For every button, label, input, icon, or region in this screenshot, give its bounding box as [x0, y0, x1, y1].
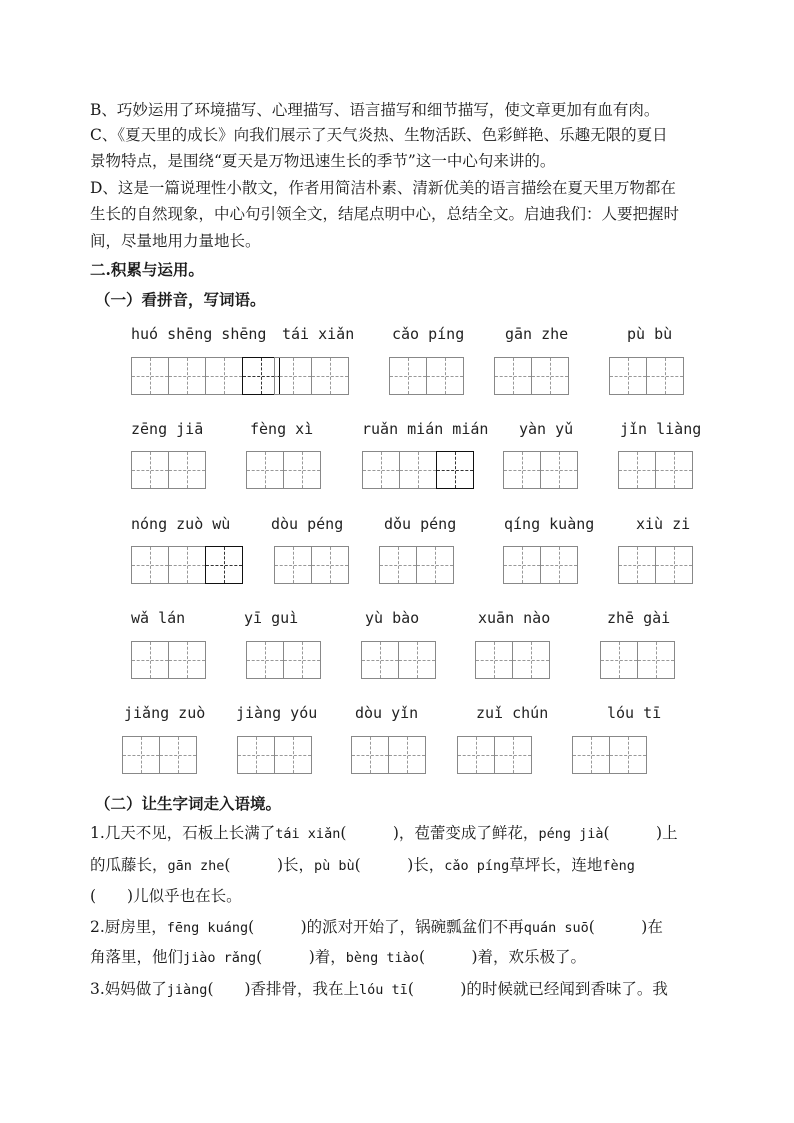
pinyin-label: tái xiǎn [282, 325, 355, 343]
pinyin-hint: pù bù [314, 858, 355, 874]
writing-grid[interactable] [362, 451, 474, 489]
pinyin-label: fèng xì [250, 420, 314, 438]
writing-grid[interactable] [246, 451, 321, 489]
pinyin-label: pù bù [627, 325, 673, 343]
pinyin-hint: fèng [602, 858, 635, 874]
pinyin-label: yù bào [365, 609, 420, 627]
option-b: B、巧妙运用了环境描写、心理描写、语言描写和细节描写，使文章更加有血有肉。 [90, 101, 660, 119]
pinyin-hint: cǎo píng [444, 858, 510, 874]
writing-grid[interactable] [131, 641, 206, 679]
pinyin-hint: gān zhe [167, 858, 225, 874]
question-2-line1: 2.厨房里，fēng kuáng( )的派对开始了，锅碗瓢盆们不再quán suō( )在 [90, 918, 663, 936]
pinyin-label: dǒu péng [384, 515, 457, 533]
part-1-title: （一）看拼音，写词语。 [95, 290, 266, 309]
writing-grid[interactable] [237, 736, 312, 774]
option-d-line2: 生长的自然现象，中心句引领全文，结尾点明中心，总结全文。启迪我们：人要把握时 [90, 205, 680, 223]
question-1-line2: 的瓜藤长，gān zhe( )长，pù bù( )长，cǎo píng草坪长，连地fèng [90, 856, 635, 874]
writing-grid[interactable] [457, 736, 532, 774]
writing-grid[interactable] [274, 357, 349, 395]
writing-grid[interactable] [503, 451, 578, 489]
pinyin-label: yī guì [244, 609, 299, 627]
pinyin-label: nóng zuò wù [131, 515, 231, 533]
section-2-title: 二.积累与运用。 [90, 260, 204, 279]
pinyin-hint: jiàng [166, 982, 208, 998]
question-1-line3: ( )儿似乎也在长。 [90, 887, 242, 905]
writing-grid[interactable] [600, 641, 675, 679]
pinyin-label: lóu tī [607, 704, 662, 722]
pinyin-hint: jiào rǎng [183, 950, 257, 966]
pinyin-label: dòu péng [271, 515, 344, 533]
option-c-line2: 景物特点，是围绕“夏天是万物迅速生长的季节”这一中心句来讲的。 [90, 152, 556, 170]
writing-grid[interactable] [131, 546, 243, 584]
pinyin-hint: fēng kuáng [166, 920, 249, 936]
writing-grid[interactable] [246, 641, 321, 679]
pinyin-hint: quán suō [523, 920, 589, 936]
question-3-line1: 3.妈妈做了jiàng( )香排骨，我在上lóu tī( )的时候就已经闻到香味了。我 [90, 980, 668, 998]
pinyin-hint: tái xiǎn [275, 826, 341, 842]
writing-grid[interactable] [503, 546, 578, 584]
pinyin-label: cǎo píng [392, 325, 465, 343]
pinyin-label: zuǐ chún [476, 704, 549, 722]
writing-grid[interactable] [379, 546, 454, 584]
writing-grid[interactable] [274, 546, 349, 584]
question-1-line1: 1.几天不见，石板上长满了tái xiǎn( )，苞蕾变成了鲜花，péng jià( )上 [90, 824, 678, 842]
question-2-line2: 角落里，他们jiào rǎng( )着，bèng tiào( )着，欢乐极了。 [90, 948, 587, 966]
pinyin-label: gān zhe [505, 325, 569, 343]
pinyin-hint: péng jià [538, 826, 604, 842]
writing-grid[interactable] [618, 451, 693, 489]
pinyin-hint: bèng tiào [345, 950, 419, 966]
writing-grid[interactable] [389, 357, 464, 395]
pinyin-label: zēng jiā [131, 420, 204, 438]
pinyin-label: jiǎng zuò [124, 704, 206, 722]
writing-grid[interactable] [494, 357, 569, 395]
option-d-line1: D、这是一篇说理性小散文，作者用简洁朴素、清新优美的语言描绘在夏天里万物都在 [90, 179, 676, 197]
pinyin-label: xuān nào [478, 609, 551, 627]
writing-grid[interactable] [475, 641, 550, 679]
writing-grid[interactable] [361, 641, 436, 679]
writing-grid[interactable] [351, 736, 426, 774]
option-d-line3: 间，尽量地用力量地长。 [90, 232, 261, 250]
pinyin-label: huó shēng shēng [131, 325, 267, 343]
pinyin-label: jiàng yóu [236, 704, 318, 722]
pinyin-label: wǎ lán [131, 609, 186, 627]
pinyin-label: yàn yǔ [519, 420, 574, 438]
writing-grid[interactable] [618, 546, 693, 584]
pinyin-label: xiù zi [636, 515, 691, 533]
option-c-line1: C、《夏天里的成长》向我们展示了天气炎热、生物活跃、色彩鲜艳、乐趣无限的夏日 [90, 126, 668, 144]
writing-grid[interactable] [131, 357, 280, 395]
pinyin-hint: lóu tī [359, 982, 408, 998]
pinyin-label: dòu yǐn [355, 704, 419, 722]
writing-grid[interactable] [572, 736, 647, 774]
pinyin-label: ruǎn mián mián [362, 420, 489, 438]
pinyin-label: zhē gài [607, 609, 671, 627]
pinyin-label: qíng kuàng [504, 515, 595, 533]
pinyin-label: jǐn liàng [620, 420, 702, 438]
writing-grid[interactable] [122, 736, 197, 774]
part-2-title: （二）让生字词走入语境。 [95, 794, 282, 813]
writing-grid[interactable] [609, 357, 684, 395]
writing-grid[interactable] [131, 451, 206, 489]
